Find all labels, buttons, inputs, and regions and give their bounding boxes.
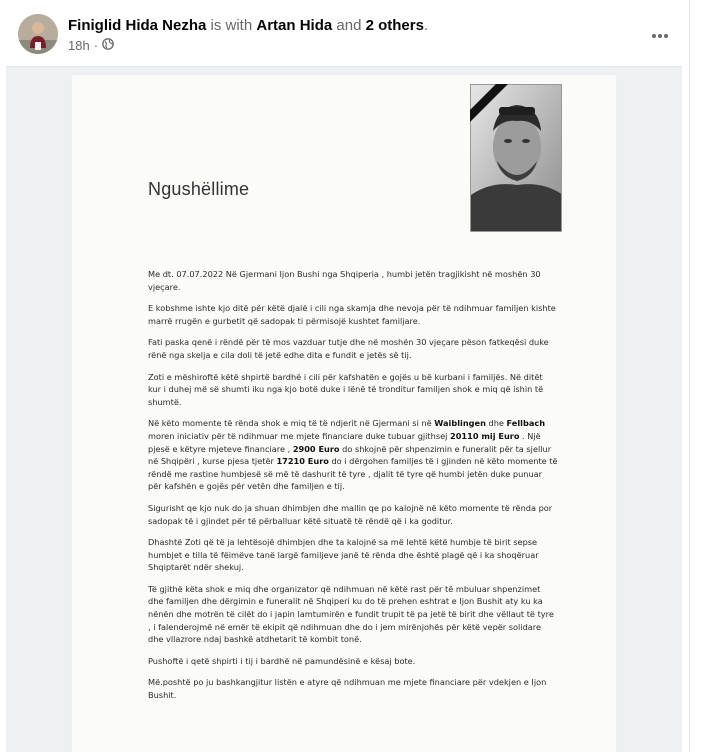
document-emphasis: 17210 Euro — [276, 456, 329, 467]
more-options-button[interactable] — [646, 22, 674, 50]
author-line — [68, 16, 428, 36]
globe-icon[interactable] — [102, 38, 114, 54]
document-emphasis: 2900 Euro — [292, 443, 340, 454]
post-meta — [68, 38, 114, 54]
document-paragraph — [148, 302, 558, 327]
document-paragraph — [148, 371, 558, 409]
document-paragraph — [148, 417, 558, 493]
tagged-person[interactable]: Artan Hida — [256, 17, 333, 34]
document-text: Dhashtë Zoti që të ja lehtësojë dhimbjen dhe ta kalojnë sa më lehtë këtë humbje të birit sepse humbjet e tilla të fëimëve tanë largë familjeve janë të rënda dhe është plagë që i ka shoqëruar Shqiptarët ndër shekuj. — [148, 537, 539, 573]
document-text: Më.poshtë po ju bashkangjitur listën e atyre që ndihmuan me mjete financiare për vdekjen e Ijon Bushit. — [148, 677, 547, 701]
document-paragraph — [148, 268, 558, 293]
document-paragraph — [148, 583, 558, 646]
author-line-period: . — [423, 17, 429, 34]
post-header — [18, 14, 678, 58]
document-text: moren iniciativ për të ndihmuar me mjete financiare duke tubuar gjithsej — [148, 430, 451, 441]
post-time[interactable]: 18h — [68, 38, 90, 53]
meta-dot: · — [93, 38, 99, 53]
avatar-image — [18, 14, 58, 54]
document-text: do shkojnë për shpenzimin e funeralit për ta sjellur në Shqipëri , kurse pjesa tjetër — [148, 443, 552, 467]
more-horizontal-icon — [651, 33, 669, 39]
document-text: Sigurisht qe kjo nuk do ja shuan dhimbjen dhe mallin qe po kalojnë në këto momente të rënda por sadopak të i gjindet për të përballuar këtë situatë të rëndë që i ka goditur. — [148, 502, 553, 526]
avatar[interactable] — [18, 14, 58, 54]
author-name[interactable]: Finiglid Hida Nezha — [68, 17, 207, 34]
document-text: . Një pjesë e këtyre mjeteve financiare , — [148, 430, 541, 454]
document-emphasis: Waiblingen — [434, 418, 486, 429]
document-paragraph — [148, 502, 558, 527]
document-text: do i dërgohen familjes të i gjinden në këto momente të rëndë me rastine humbjesë së më të dashurit të tyre , djalit të tyre që humbi jetën duke punuar për kafshën e gojës për vetën dhe familjen e tij. — [148, 456, 558, 492]
document-text: E kobshme ishte kjo ditë për këtë djalë i cili nga skamja dhe nevoja për të ndihmuar familjen kishte marrë rrugën e gurbetit që sadopak ti përmisojë kushtet familjare. — [148, 303, 556, 326]
tagged-others[interactable]: 2 others — [365, 17, 424, 34]
document-text: Në këto momente të rënda shok e miq të të ndjerit në Gjermani si në — [148, 418, 435, 429]
document-paragraph — [148, 536, 558, 574]
document-text: Pushoftë i qetë shpirti i tij i bardhë në pamundësinë e kësaj bote. — [148, 655, 416, 666]
mourning-ribbon-icon — [470, 84, 510, 124]
document-title: Ngushëllime — [148, 179, 250, 199]
document-text: dhe — [485, 418, 507, 429]
document-body — [148, 268, 558, 711]
document-text: Fati paska qenë i rëndë për të mos vazduar tutje dhe në moshën 30 vjeçare pëson fatkeqësi duke rënë nga skelja e cila doli të jetë edhe dita e fundit e jetës së tij. — [148, 337, 549, 360]
document-emphasis: Fellbach — [506, 418, 546, 429]
document-text: Të gjithë këta shok e miq dhe organizator që ndihmuan në këtë rast për të mbuluar shpenzimet dhe familjen dhe dërgimin e funeralit në Shqiperi ku do të prehen eshtrat e Ijon Bushit aty ku ka nënën dhe motrën të cilët do i japin lamtumirën e fundit trupit të pa jetë të birit dhe vëllaut të tyre , i falenderojmë në emër të ekipit që ndihmuan dhe do i jem mirënjohës për këtë vepër solidare dhe vllazrore ndaj bashkë atdhetarit të kombit tonë. — [148, 583, 554, 645]
with-text: is with — [210, 17, 253, 34]
document-paragraph — [148, 676, 558, 701]
document-text: Me dt. 07.07.2022 Në Gjermani Ijon Bushi nga Shqiperia , humbi jetën tragjikisht në moshën 30 vjeçare. — [148, 269, 541, 292]
document-emphasis: 20110 mij Euro — [450, 430, 520, 441]
and-text: and — [336, 17, 362, 34]
document-text: Zoti e mëshiroftë këtë shpirtë bardhë i cili për kafshatën e gojës u bë kurbani i familjës. Në ditët kur i duhej më së shumti iku nga kjo botë duke i lënë të tronditur familjen shok e miq që ishin të shumtë. — [148, 371, 544, 407]
document-paragraph — [148, 655, 558, 668]
document-paragraph — [148, 336, 558, 361]
